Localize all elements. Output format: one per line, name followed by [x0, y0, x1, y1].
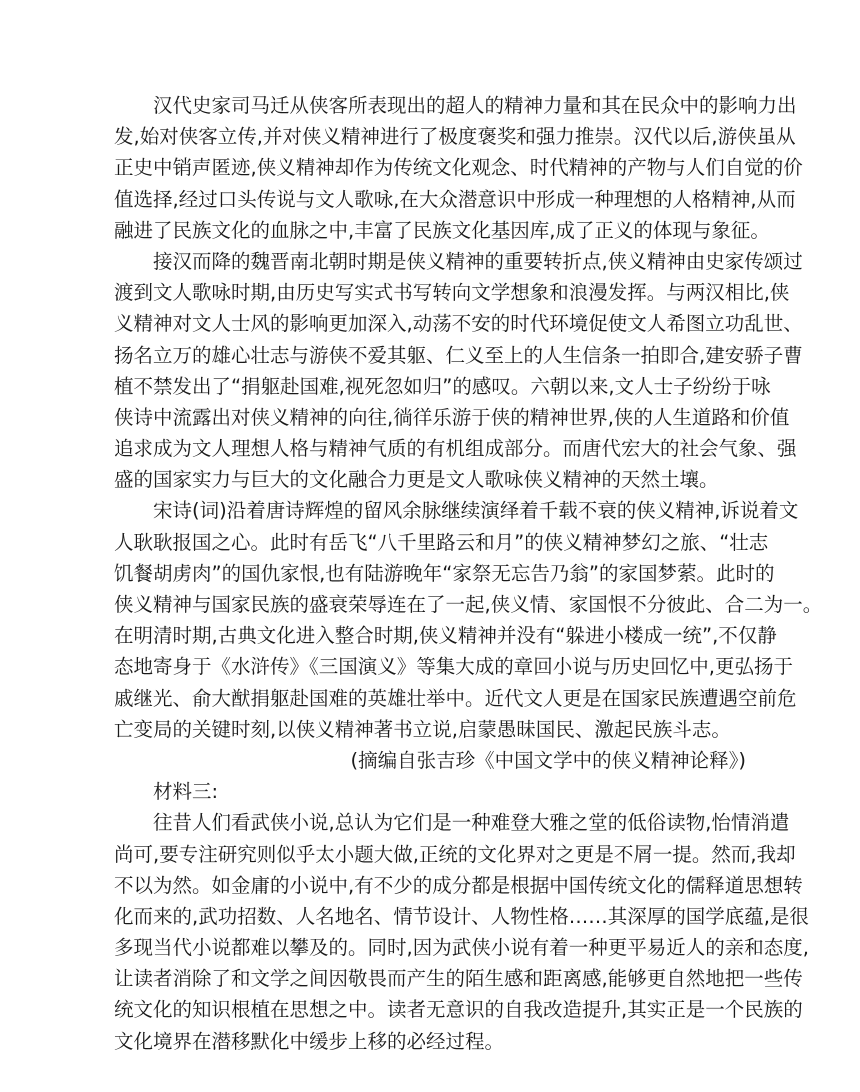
text-line: 发,始对侠客立传,并对侠义精神进行了极度褒奖和强力推崇。汉代以后,游侠虽从: [114, 125, 796, 149]
text-line: 戚继光、俞大猷捐躯赴国难的英雄壮举中。近代文人更是在国家民族遭遇空前危: [114, 686, 797, 710]
paragraph-3: [114, 495, 823, 745]
text-line: 植不禁发出了“捐躯赴国难,视死忽如归”的感叹。六朝以来,文人士子纷纷于咏: [114, 374, 771, 398]
text-line: 亡变局的关键时刻,以侠义精神著书立说,启蒙愚昧国民、激起民族斗志。: [114, 717, 731, 741]
text-line: 宋诗(词)沿着唐诗辉煌的留风余脉继续演绎着千载不衰的侠义精神,诉说着文: [153, 499, 799, 523]
text-line: 渡到文人歌咏时期,由历史写实式书写转向文学想象和浪漫发挥。与两汉相比,侠: [114, 281, 790, 305]
text-line: 侠义精神与国家民族的盛衰荣辱连在了一起,侠义情、家国恨不分彼此、合二为一。: [114, 593, 823, 616]
text-line: 义精神对文人士风的影响更加深入,动荡不安的时代环境促使文人希图立功乱世、: [114, 312, 803, 336]
document-body: [114, 90, 823, 1057]
text-line: 值选择,经过口头传说与文人歌咏,在大众潜意识中形成一种理想的人格精神,从而: [114, 187, 796, 211]
text-line: 融进了民族文化的血脉之中,丰富了民族文化基因库,成了正义的体现与象征。: [114, 218, 770, 242]
text-line: 人耿耿报国之心。此时有岳飞“八千里路云和月”的侠义精神梦幻之旅、“壮志: [114, 530, 769, 554]
text-line: 化而来的,武功招数、人名地名、情节设计、人物性格……其深厚的国学底蕴,是很: [114, 904, 809, 928]
text-line: 侠诗中流露出对侠义精神的向往,徜徉乐游于侠的精神世界,侠的人生道路和价值: [114, 405, 790, 429]
text-line: 尚可,要专注研究则似乎太小题大做,正统的文化界对之更是不屑一提。然而,我却: [114, 842, 796, 866]
text-line: 饥餐胡虏肉”的国仇家恨,也有陆游晚年“家祭无忘告乃翁”的家国梦萦。此时的: [114, 561, 775, 585]
paragraph-1: [114, 90, 803, 246]
text-line: 追求成为文人理想人格与精神气质的有机组成部分。而唐代宏大的社会气象、强: [114, 437, 797, 461]
section-heading: 材料三:: [153, 780, 219, 804]
text-line: 态地寄身于《水浒传》《三国演义》等集大成的章回小说与历史回忆中,更弘扬于: [114, 655, 793, 679]
text-line: 让读者消除了和文学之间因敬畏而产生的陌生感和距离感,能够更自然地把一些传: [114, 967, 803, 991]
text-line: 扬名立万的雄心壮志与游侠不爱其躯、仁义至上的人生信条一拍即合,建安骄子曹: [114, 343, 803, 367]
text-line: 接汉而降的魏晋南北朝时期是侠义精神的重要转折点,侠义精神由史家传颂过: [153, 249, 803, 273]
text-line: 多现当代小说都难以攀及的。同时,因为武侠小说有着一种更平易近人的亲和态度,: [114, 936, 809, 960]
paragraph-4: [114, 807, 809, 1057]
text-line: 不以为然。如金庸的小说中,有不少的成分都是根据中国传统文化的儒释道思想转: [114, 873, 803, 897]
text-line: 在明清时期,古典文化进入整合时期,侠义精神并没有“躲进小楼成一统”,不仅静: [114, 624, 777, 648]
text-line: 往昔人们看武侠小说,总认为它们是一种难登大雅之堂的低俗读物,怡情消遣: [153, 811, 790, 835]
paragraph-2: [114, 246, 803, 496]
text-line: 统文化的知识根植在思想之中。读者无意识的自我改造提升,其实正是一个民族的: [114, 998, 803, 1022]
text-line: 正史中销声匿迹,侠义精神却作为传统文化观念、时代精神的产物与人们自觉的价: [114, 156, 803, 180]
text-line: 盛的国家实力与巨大的文化融合力更是文人歌咏侠义精神的天然土壤。: [114, 468, 719, 492]
source-citation: (摘编自张吉珍《中国文学中的侠义精神论释》): [350, 748, 746, 772]
text-line: 文化境界在潜移默化中缓步上移的必经过程。: [114, 1029, 505, 1053]
text-line: 汉代史家司马迁从侠客所表现出的超人的精神力量和其在民众中的影响力出: [153, 94, 797, 117]
